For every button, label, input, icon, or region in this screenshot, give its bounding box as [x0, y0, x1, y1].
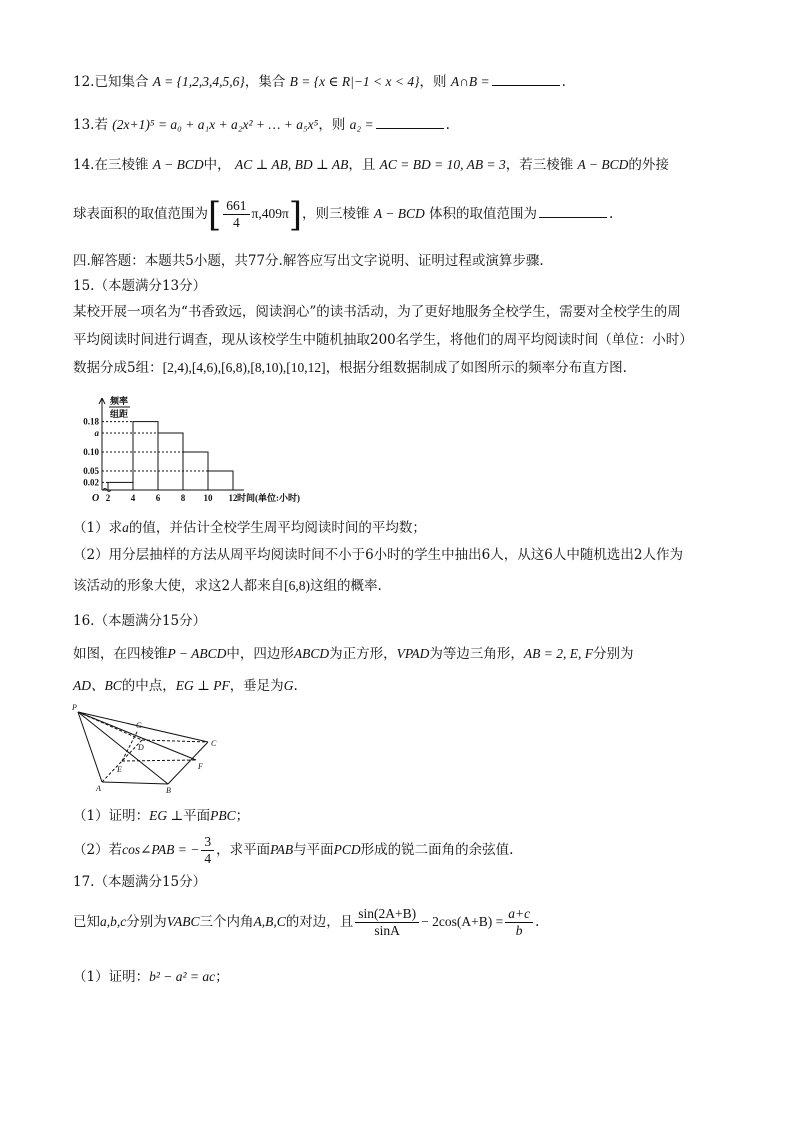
- histogram-bar: [108, 482, 133, 490]
- q14-range: π,409π: [251, 206, 289, 221]
- edge-PA: [78, 712, 102, 782]
- fraction-denominator: sinA: [374, 923, 400, 938]
- fraction-denominator: 4: [233, 215, 240, 230]
- y-axis-label-bottom: 组距: [110, 409, 129, 419]
- q17-fraction-2: [505, 906, 533, 939]
- q15-text: 这组的概率.: [309, 578, 382, 594]
- q16-paragraph-2: [73, 676, 298, 696]
- q17-end: .: [535, 914, 540, 930]
- q14-name: A − BCD: [373, 206, 425, 221]
- q16-sub1: [73, 806, 249, 826]
- q12-text: 已知集合: [94, 74, 149, 90]
- y-tick-label: 0.05: [83, 466, 99, 476]
- q16-header: 16.（本题满分15分）: [73, 613, 207, 629]
- q16-fraction: [201, 834, 214, 867]
- q15-text: 数据分成5组：: [73, 360, 163, 376]
- q16-text: ，垂足为: [229, 678, 284, 694]
- label-F: F: [198, 762, 203, 771]
- right-bracket: ]: [288, 194, 303, 235]
- q16-math: PCD: [333, 842, 361, 857]
- y-axis-label-top: 频率: [110, 396, 129, 406]
- x-tick-label: 10: [203, 493, 213, 503]
- origin-label: O: [92, 493, 100, 504]
- q16-text: 平面: [183, 808, 211, 824]
- segment-EF: [122, 760, 196, 761]
- label-E: E: [117, 765, 122, 774]
- label-G: G: [136, 721, 142, 730]
- q16-text: 为等边三角形，: [429, 646, 524, 662]
- q17-text: 的对边，且: [285, 914, 354, 930]
- label-D: D: [138, 743, 144, 752]
- q16-paragraph-1: [73, 644, 633, 664]
- q12-set-a: A = {1,2,3,4,5,6}: [152, 74, 245, 89]
- q12-answer-blank: [492, 71, 560, 86]
- q16-math: AB = 2, E, F: [523, 646, 593, 661]
- q17-text: （1）证明：: [73, 969, 150, 985]
- histogram-bar: [158, 433, 183, 490]
- q16-math: EG ⊥ PF: [175, 678, 230, 693]
- q15-header: 15.（本题满分13分）: [73, 278, 207, 294]
- q15-paragraph-3: [73, 358, 627, 378]
- q13-expr: (2x+1)⁵ = a₀ + a₁x + a₂x² + … + a₅x⁵: [112, 117, 319, 132]
- q15-groups: [2,4),[4,6),[6,8),[8,10),[10,12]: [162, 360, 326, 375]
- x-axis-label: 时间(单位:小时): [237, 493, 300, 503]
- y-tick-label: 0.02: [83, 477, 99, 488]
- q13-text: ，则: [318, 117, 346, 133]
- q16-math: PAB: [270, 842, 294, 857]
- q17-text: 三个内角: [199, 914, 254, 930]
- q14-text: 14.在三棱锥: [73, 157, 149, 173]
- q14-text: 体积的取值范围为: [429, 206, 538, 222]
- q13-text: 若: [94, 117, 108, 133]
- q16-sub2: [73, 832, 513, 868]
- q15-text: 该活动的形象大使，求这2人都来自: [73, 578, 285, 594]
- q15-text: ，根据分组数据制成了如图所示的频率分布直方图.: [325, 360, 627, 376]
- q15-paragraph-1: 某校开展一项名为“书香致远，阅读润心”的读书活动，为了更好地服务全校学生，需要对全校学生的周: [73, 304, 681, 320]
- q16-math: PBC: [210, 808, 236, 823]
- label-B: B: [166, 786, 171, 795]
- left-bracket: [: [208, 194, 222, 235]
- q16-math: EG ⊥: [149, 808, 184, 823]
- fraction-numerator: 3: [201, 834, 214, 851]
- label-C: C: [211, 739, 217, 748]
- q14-text: 中，: [203, 157, 231, 173]
- q14-text: ，则三棱锥: [302, 206, 370, 222]
- label-P: P: [72, 703, 77, 712]
- q12-end: .: [561, 74, 566, 90]
- q17-text: 已知: [73, 914, 100, 930]
- q16-text: ，求平面: [216, 842, 271, 858]
- q13-answer-blank: [376, 114, 444, 129]
- x-tick-label: 2: [105, 493, 111, 503]
- q16-text: 形成的锐二面角的余弦值.: [360, 842, 514, 858]
- q17-text: 分别为: [126, 914, 167, 930]
- q15-paragraph-2: 平均阅读时间进行调查，现从该校学生中随机抽取200名学生，将他们的周平均阅读时间（单位：小时）: [73, 332, 693, 348]
- q17-text: ；: [215, 969, 229, 985]
- q14-cond: AC ⊥ AB, BD ⊥ AB: [234, 157, 349, 172]
- q12-line: [73, 71, 566, 92]
- q17-paragraph-1: [73, 902, 539, 942]
- q15-sub2-line2: [73, 576, 382, 596]
- q17-math: b² − a² = ac: [149, 969, 216, 984]
- q16-math: ABCD: [293, 646, 330, 661]
- x-tick-label: 8: [180, 493, 186, 503]
- q14-end: .: [609, 206, 614, 222]
- q16-text: 如图，在四棱锥: [73, 646, 168, 662]
- q17-sub1: [73, 967, 229, 987]
- q16-text: （1）证明：: [73, 808, 150, 824]
- q15-sub1: [73, 518, 426, 538]
- fraction-numerator: sin(2A+B): [355, 906, 419, 923]
- q13-end: .: [445, 117, 450, 133]
- q17-math: − 2cos(A+B) =: [421, 914, 504, 929]
- fraction-denominator: 4: [204, 851, 212, 866]
- fraction-numerator: a+c: [505, 906, 533, 923]
- q16-text: 的中点，: [121, 678, 176, 694]
- q15-sub2-line1: （2）用分层抽样的方法从周平均阅读时间不小于6小时的学生中抽出6人，从这6人中随机选出2人作为: [73, 547, 683, 563]
- label-A: A: [96, 784, 101, 793]
- q17-fraction-1: [355, 906, 419, 939]
- fraction-denominator: b: [515, 923, 523, 938]
- q13-number: 13.: [73, 117, 95, 133]
- q16-text: 为正方形，: [329, 646, 397, 662]
- q17-math: a,b,c: [100, 914, 127, 929]
- y-tick-label: 0.18: [83, 416, 99, 427]
- q14-fraction: [223, 198, 249, 231]
- section-heading: 四.解答题：本题共5小题，共77分.解答应写出文字说明、证明过程或演算步骤.: [73, 253, 544, 269]
- q15-interval: [6,8): [284, 578, 310, 593]
- q16-math: VPAD: [396, 646, 430, 661]
- q14-text: ，且: [348, 157, 376, 173]
- histogram-bar: [133, 422, 158, 490]
- q14-name: A − BCD: [152, 157, 204, 172]
- x-tick-label: 12: [228, 493, 238, 503]
- q17-math: VABC: [166, 914, 200, 929]
- q17-math: A,B,C: [253, 914, 286, 929]
- q16-text: 分别为: [592, 646, 634, 662]
- q15-text: 的值，并估计全校学生周平均阅读时间的平均数；: [128, 520, 426, 536]
- q12-expr: A∩B =: [450, 74, 490, 89]
- q13-ask: a₂ =: [349, 117, 374, 132]
- q12-number: 12.: [73, 74, 95, 90]
- q16-math: AD、BC: [73, 678, 122, 693]
- q14-text: 球表面积的取值范围为: [73, 206, 208, 222]
- q14-text: ，若三棱锥: [505, 157, 574, 173]
- q16-math: G: [283, 678, 294, 693]
- q14-line-1: [73, 155, 669, 175]
- q16-text: .: [293, 678, 298, 694]
- q14-name: A − BCD: [577, 157, 629, 172]
- x-tick-label: 4: [130, 493, 136, 503]
- q13-line: [73, 114, 450, 135]
- edge-PD: [78, 712, 142, 740]
- frequency-histogram: [74, 392, 314, 512]
- q16-math: cos∠PAB = −: [122, 842, 200, 857]
- q16-text: （2）若: [73, 842, 123, 858]
- y-tick-label: a: [94, 428, 99, 438]
- fraction-numerator: 661: [223, 198, 249, 215]
- edge-AB: [102, 782, 168, 784]
- q16-text: 与平面: [293, 842, 334, 858]
- pyramid-figure: [70, 700, 230, 796]
- q14-text: 的外接: [628, 157, 669, 173]
- q15-var: a: [122, 520, 129, 535]
- q14-answer-blank: [539, 203, 607, 218]
- q12-text: ，集合: [244, 74, 286, 90]
- q14-line-2: [73, 194, 614, 235]
- q16-math: P − ABCD: [167, 646, 227, 661]
- histogram-bar: [208, 471, 233, 490]
- q14-cond: AC = BD = 10, AB = 3: [379, 157, 506, 172]
- q15-text: （1）求: [73, 520, 123, 536]
- edge-PF: [78, 712, 196, 760]
- q12-text: ，则: [419, 74, 447, 90]
- q17-header: 17.（本题满分15分）: [73, 874, 207, 890]
- q12-set-b: B = {x ∈ R|−1 < x < 4}: [289, 74, 420, 89]
- q16-text: ；: [235, 808, 250, 824]
- x-tick-label: 6: [155, 493, 161, 503]
- y-tick-label: 0.10: [83, 447, 99, 457]
- q16-text: 中，四边形: [226, 646, 294, 662]
